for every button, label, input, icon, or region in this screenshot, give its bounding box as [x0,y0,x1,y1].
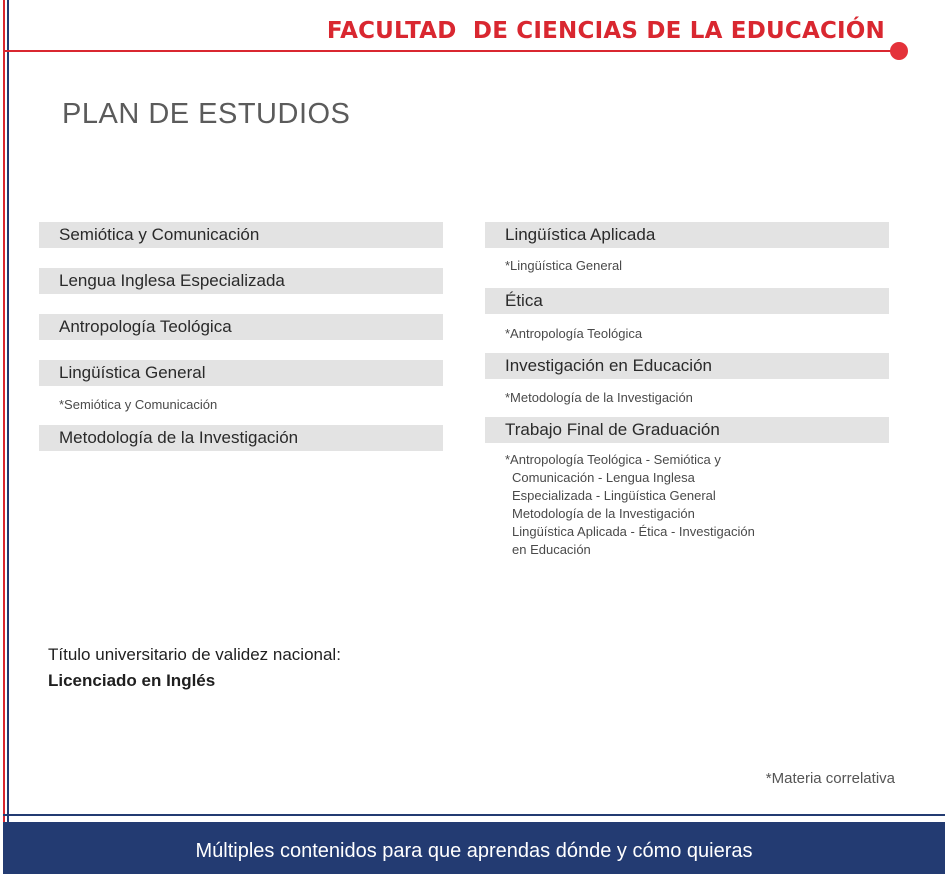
prereq-line: Especializada - Lingüística General [512,488,716,503]
prereq-line: *Antropología Teológica - Semiótica y [505,452,721,467]
prereq-line: Lingüística Aplicada - Ética - Investigación [512,524,755,539]
footer-banner: Múltiples contenidos para que aprendas dónde y cómo quieras [3,822,945,874]
footer-rule [3,814,945,816]
header-rule [3,50,899,52]
correlative-note: *Materia correlativa [765,770,895,787]
subject-etica: Ética [485,288,889,314]
prereq-linguistica-aplicada: *Lingüística General [505,258,623,273]
left-subject-column [39,222,443,451]
prereq-trabajo-final [485,451,889,559]
subject-investigacion: Investigación en Educación [485,353,889,379]
prereq-line: en Educación [512,542,591,557]
prereq-linguistica-general: *Semiótica y Comunicación [59,397,218,412]
subject-semiotica: Semiótica y Comunicación [39,222,443,248]
subject-linguistica-general: Lingüística General [39,360,443,386]
subject-lengua-inglesa: Lengua Inglesa Especializada [39,268,443,294]
prereq-etica: *Antropología Teológica [505,326,643,341]
prereq-line: Metodología de la Investigación [512,506,695,521]
page-title: PLAN DE ESTUDIOS [62,98,351,130]
header-dot [890,42,908,60]
degree-title: Licenciado en Inglés [48,671,216,690]
left-navy-border [7,0,9,874]
prereq-investigacion: *Metodología de la Investigación [505,390,693,405]
right-subject-column [485,222,889,559]
prereq-line: Comunicación - Lengua Inglesa [512,470,695,485]
degree-label: Título universitario de validez nacional: [48,645,341,664]
subject-metodologia: Metodología de la Investigación [39,425,443,451]
subject-antropologia: Antropología Teológica [39,314,443,340]
subject-trabajo-final: Trabajo Final de Graduación [485,417,889,443]
faculty-title: FACULTAD DE CIENCIAS DE LA EDUCACIÓN [326,18,885,44]
left-red-border [3,0,5,874]
subject-linguistica-aplicada: Lingüística Aplicada [485,222,889,248]
